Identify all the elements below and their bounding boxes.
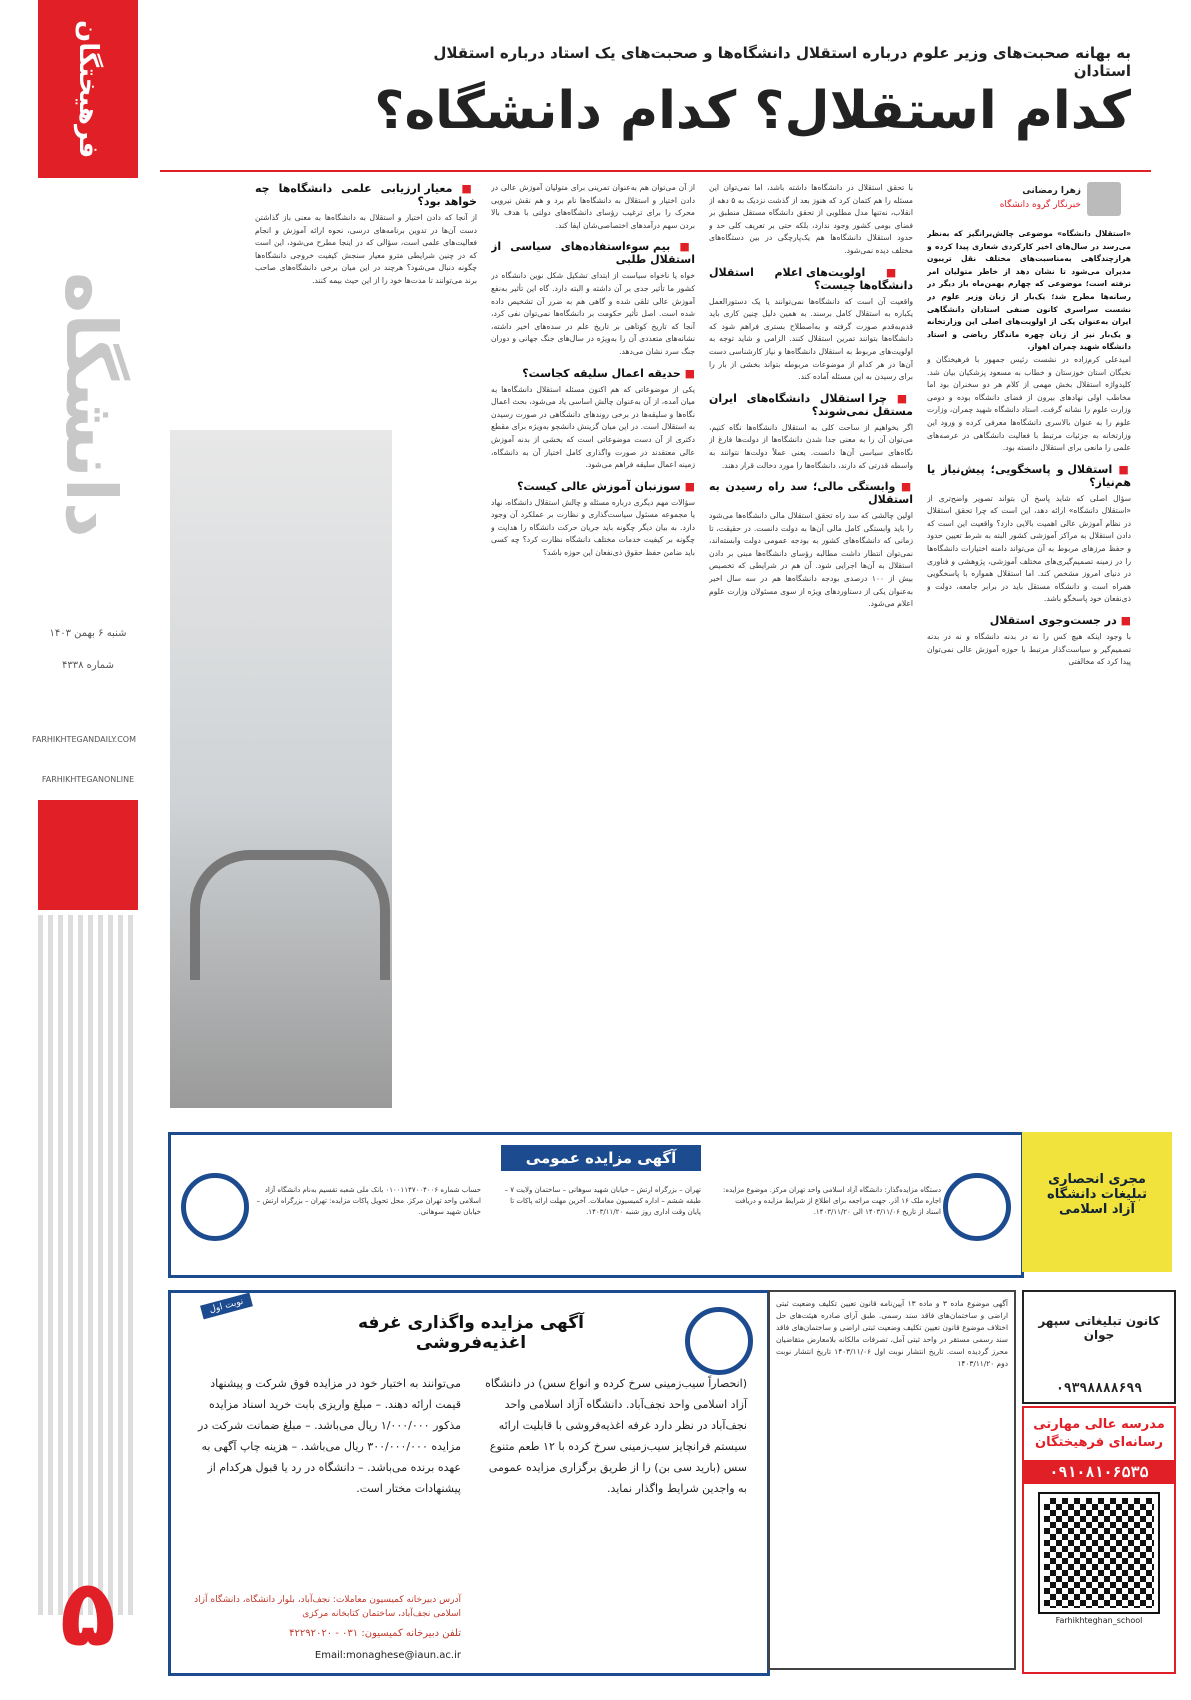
decorative-stripes [38,915,138,1615]
author-role: خبرنگار گروه دانشگاه [999,200,1081,210]
ad-phone: ۰۹۱۰۸۱۰۶۵۳۵ [1024,1460,1174,1484]
subheading: ■ وابستگی مالی؛ سد راه رسیدن به استقلال [709,480,913,506]
ad-text: حساب شماره ۰۱۰۰۱۱۴۷۰۰۴۰۰۶ بانک ملی شعبه تقسیم به‌نام دانشگاه آزاد اسلامی واحد تهران مرکز. محل تحویل پاکات مزایده: تهران – بزرگراه ارتش – خیابان شهید سوهانی. [256,1186,481,1216]
social-handle[interactable]: FARHIKHTEGANONLINE [41,775,135,784]
ad-title: آگهی مزایده عمومی [501,1145,701,1171]
subheading: ■ سوزنبان آموزش عالی کیست؟ [491,480,695,493]
qr-code-icon[interactable] [1040,1494,1158,1612]
ad-text: آگهی موضوع ماده ۳ و ماده ۱۳ آیین‌نامه قانون تعیین تکلیف وضعیت ثبتی اراضی و ساختمان‌های فاقد سند رسمی. طبق آرای صادره هیئت‌های حل اختلاف موضوع قانون تعیین تکلیف وضعیت ثبتی اراضی و ساختمان‌های فاقد سند رسمی مستقر در واحد ثبتی آمل، تصرفات مالکانه بلامعارض متقاضیان محرز گردیده است. تاریخ انتشار نوبت اول ۱۴۰۳/۱۱/۰۶ تاریخ انتشار نوبت دوم ۱۴۰۳/۱۱/۲۰ [776,1299,1008,1368]
ad-contact: آدرس دبیرخانه کمیسیون معاملات: نجف‌آباد، بلوار دانشگاه، دانشگاه آزاد اسلامی نجف‌آباد، ساختمان کتابخانه مرکزی [194,1595,461,1619]
section-title: دانشگاه [50,272,132,538]
university-seal-icon [943,1173,1011,1241]
paragraph: امیدعلی کرم‌زاده در نشست رئیس جمهور با فرهیختگان و نخبگان استان خوزستان و خطاب به مسعود پزشکیان بیان شد. کلیدواژه استقلال بخش مهمی از کلام هر دو سخنران بود اما مخاطب اولی نهادهای بیرون از فضای دانشگاه بوده و دومی وزارت علوم را نشانه گرفت. استاد دانشگاه شهید چمران، وزارت علوم را به عنوان بالاسری دانشگاه‌ها معرفی کرده و ورود این وزارتخانه به جزئیات مرتبط با فعالیت دانشگاهی در عرصه‌های علمی را مانعی برای استقلال دانسته بود. [927,354,1131,453]
subheading: ■ اولویت‌های اعلام استقلال دانشگاه‌ها چیست؟ [709,266,913,292]
paragraph: اولین چالشی که سد راه تحقق استقلال مالی دانشگاه‌ها می‌شود را باید وابستگی کامل مالی آن‌ها به دولت دانست. در حقیقت، تا زمانی که دانشگاه‌های کشور به بودجه عمومی دولت وابسته‌اند، نمی‌توان انتظار داشت مطالبه رؤسای دانشگاه‌ها مبنی بر دادن استقلال به آن‌ها اجرایی شود. آن هم در شرایطی که تخصیص بیش از ۱۰۰ درصدی بودجه دانشگاه‌ها هم در سه سال اخیر به‌عنوان یکی از دستاوردهای ویژه از سوی مسئولان وزارت علوم اعلام می‌شود. [709,511,913,609]
article-column-2 [709,182,913,1108]
university-seal-icon [685,1307,753,1375]
ad-sepehr-javan [1022,1290,1176,1404]
ad-phone: ۰۹۳۹۸۸۸۸۶۹۹ [1055,1381,1143,1396]
article-kicker: به بهانه صحبت‌های وزیر علوم درباره استقلال دانشگاه‌ها و صحبت‌های یک استاد درباره استقلال استادان [433,44,1131,80]
ad-media-school [1022,1406,1176,1674]
page-number: ۵ [59,1560,117,1667]
ad-public-auction [168,1132,1024,1278]
instagram-handle[interactable]: Farhikhteghan_school [1055,1616,1143,1625]
gate-shape [190,850,390,980]
ad-title: آگهی مزایده واگذاری غرفه اغذیه‌فروشی [358,1313,584,1353]
ad-text: کانون تبلیغاتی سپهر جوان [1038,1314,1160,1342]
article-headline: کدام استقلال؟ کدام دانشگاه؟ [374,81,1131,141]
subheading: ■ چرا استقلال دانشگاه‌های ایران مستقل نمی‌شوند؟ [709,392,913,418]
ad-phone: تلفن دبیرخانه کمیسیون: ۰۳۱ - ۴۲۲۹۲۰۲۰ [289,1628,461,1639]
ad-legal-notice [768,1290,1016,1670]
author-name: زهرا رمضانی [1022,186,1081,196]
divider [160,170,1151,172]
paragraph: اگر بخواهیم از ساحت کلی به استقلال دانشگاه‌ها نگاه کنیم، می‌توان آن را به معنی جدا شدن دانشگاه‌ها از دولت‌ها فارغ از نگاه‌های سیاسی آن‌ها دانست. یعنی عملاً دولت‌ها نتوانند به واسطه قدرتی که دارند، دانشگاه‌ها را مورد دخالت قرار دهند. [709,422,913,470]
ad-email[interactable]: Email:monaghese@iaun.ac.ir [314,1650,461,1661]
paragraph: یکی از موضوعاتی که هم اکنون مسئله استقلال دانشگاه‌ها به میان آمده، از آن به‌عنوان چالش اساسی یاد می‌شود، بحث اعمال نگاه‌ها و سلیقه‌ها در برخی روندهای دانشگاهی در صورت رسیدن به استقلال است. در این میان گزینش دانشجو به‌ویژه برای مقطع دکتری از آن دست موضوعاتی است که بخشی از بدنه آموزش عالی معتقدند در صورت واگذاری کامل اختیار آن به دانشگاه، زمینه اعمال سلیقه فراهم می‌شود. [491,384,695,470]
university-seal-icon [181,1173,249,1241]
paragraph: با تحقق استقلال در دانشگاه‌ها داشته باشد، اما نمی‌توان این مسئله را هم کتمان کرد که هنوز بعد از گذشت نزدیک به ۵ دهه از انقلاب، نه‌تنها مدل مطلوبی از تحقق دانشگاه مستقل منطبق بر فضای بومی کشور وجود ندارد، بلکه حتی بر تعریف کلی حد و حدود استقلال دانشگاه‌ها هم یک‌پارچگی در بین دستگاه‌های مختلف دیده نمی‌شود. [709,183,913,255]
paragraph: سؤال اصلی که شاید پاسخ آن بتواند تصویر واضح‌تری از «استقلال دانشگاه» ارائه دهد، این است که چرا تحقق استقلال در نظام آموزش عالی اهمیت بالایی دارد؟ واقعیت این است که دادن استقلال به مراکز آموزشی کشور البته به شرط تعیین حدود و حفظ مرزهای مربوط به آن می‌تواند دامنه اختیارات دانشگاه‌ها را در زمینه تصمیم‌گیری‌های مختلف آموزشی، پژوهشی و فناوری در دنیای امروز مشخص کند. اما استقلال همواره با پاسخگویی همراه است و دانشگاه مستقل باید در برابر جامعه، دولت و ذی‌نفعان خود پاسخگو باشد. [927,493,1131,604]
website-link[interactable]: FARHIKHTEGANDAILY.COM [32,735,136,744]
decorative-bar [38,800,138,910]
subheading: ■ استقلال و پاسخگویی؛ پیش‌نیاز یا هم‌نیاز؟ [927,463,1131,489]
ad-text: (انحصاراً سیب‌زمینی سرخ کرده و انواع سس) در دانشگاه آزاد اسلامی واحد نجف‌آباد. دانشگاه آزاد اسلامی واحد نجف‌آباد در نظر دارد غرفه اغذیه‌فروشی با قابلیت ارائه سیستم فرانچایز سیب‌زمینی سرخ کرده با ۱۲ طعم متنوع سس (بارید سی بن) را از طریق برگزاری مزایده عمومی به واجدین شرایط واگذار نماید. [485,1377,747,1495]
article-column-4 [255,182,477,412]
ad-text: می‌توانند به اختیار خود در مزایده فوق شرکت و پیشنهاد قیمت ارائه دهند. – مبلغ واریزی بابت خرید اسناد مزایده مذکور ۱/۰۰۰/۰۰۰ ریال می‌باشد. – مبلغ ضمانت شرکت در مزایده ۳۰۰/۰۰۰/۰۰۰ ریال می‌باشد. – هزینه چاپ آگهی به عهده برنده می‌باشد. – دانشگاه در رد یا قبول هرکدام از پیشنهادات مختار است. [198,1377,461,1495]
article-column-3 [491,182,695,1108]
ad-text: مجری انحصاری تبلیغات دانشگاه آزاد اسلامی [1047,1172,1147,1217]
ad-text: دستگاه مزایده‌گذار: دانشگاه آزاد اسلامی واحد تهران مرکز. موضوع مزایده: اجاره ملک ۱۶ آذر. جهت مراجعه برای اطلاع از شرایط مزایده و دریافت اسناد از تاریخ ۱۴۰۳/۱۱/۰۶ الی ۱۴۰۳/۱۱/۲۰. [723,1186,941,1216]
author-avatar [1087,182,1121,216]
ad-tag: نوبت اول [200,1293,253,1320]
paragraph: از آنجا که دادن اختیار و استقلال به دانشگاه‌ها به معنی باز گذاشتن دست آن‌ها در تدوین برنامه‌های درسی، نحوه ارائه آموزش و انجام فعالیت‌های علمی است، سؤالی که در اینجا مطرح می‌شود، این است که در چنین شرایطی مترو معیار سنجش کیفیت خروجی دانشگاه‌ها چگونه دنبال می‌شود؟ هرچند در این میان برخی دانشگاه‌های صاحب برند می‌توانند تا مدت‌ها خود را از این حیث بیمه کنند. [255,213,477,285]
university-gate-photo [170,430,392,1108]
paragraph: خواه یا ناخواه سیاست از ابتدای تشکیل شکل نوین دانشگاه در کشور ما تأثیر جدی بر آن داشته و البته دارد. گاه این تأثیر به‌نفع آموزش عالی تلقی شده و گاهی هم به ضرر آن تشخیص داده شده است. اصل تأثیر حکومت بر دانشگاه‌ها نمی‌توان نفی کرد، آنجا که تاریخ کوتاهی بر تاریخ علم در سده‌های اخیر داشته، نشانه‌های متعددی آن را به‌ویژه در سال‌های جنگ جهانی و دوران جنگ سرد نشان می‌دهد. [491,271,695,356]
author-byline [951,182,1121,218]
paragraph: واقعیت آن است که دانشگاه‌ها نمی‌توانند یا یک دستورالعمل یکباره به استقلال کامل برسند. به همین دلیل چنین کاری باید قدم‌به‌قدم صورت گرفته و به‌اصطلاح بستری فراهم شود که دانشگاه‌ها بتوانند تمرین استقلال کنند. الزامی و شاید توجه به اولویت‌های مربوط به استقلال دانشگاه‌ها و نیاز کارشناسی دست آن‌ها در هر کدام از موضوعات مربوطه بتواند بخشی از بار را برای رسیدن به این مسئله آماده کند. [709,296,913,382]
paragraph: سؤالات مهم دیگری درباره مسئله و چالش استقلال دانشگاه، نهاد یا مجموعه مسئول سیاست‌گذاری و نظارت بر عملکرد آن وجود دارد. به بیان دیگر چگونه باید جریان حرکت دانشگاه را هدایت و چگونه بر کیفیت خدمات مختلف دانشگاه نظارت کرد؟ چه کسی باید ضامن حفظ حقوق ذی‌نفعان این حوزه باشد؟ [491,497,695,558]
paragraph: با وجود اینکه هیچ کس را نه در بدنه دانشگاه و نه در بدنه تصمیم‌گیر و سیاست‌گذار مرتبط با حوزه آموزش عالی نمی‌توان پیدا کرد که مخالفتی [927,632,1131,667]
newspaper-logo: فرهیختگان [38,0,138,178]
ad-text: تهران – بزرگراه ارتش – خیابان شهید سوهانی – ساختمان ولایت ۷ – طبقه ششم – اداره کمیسیون معاملات. آخرین مهلت ارائه پاکات تا پایان وقت اداری روز شنبه ۱۴۰۳/۱۱/۲۰. [504,1186,701,1216]
subheading: ■ حدیقه اعمال سلیقه کجاست؟ [491,367,695,380]
subheading: ■ در جست‌وجوی استقلال [927,614,1131,627]
subheading: ■ بیم سوءاستفاده‌های سیاسی از استقلال طلبی [491,240,695,266]
issue-date: شنبه ۶ بهمن ۱۴۰۳ [49,628,127,639]
subheading: ■ معیار ارزیابی علمی دانشگاه‌ها چه خواهد بود؟ [255,182,477,208]
ad-exclusive-agent [1022,1132,1172,1272]
paragraph: از آن می‌توان هم به‌عنوان تمرینی برای متولیان آموزش عالی در دادن اختیار و استقلال به دانشگاه‌ها نام برد و هم نقش نیرویی محرک را برای ترغیب رؤسای دانشگاه‌های دولتی با هدف بالا بردن سهم درآمدهای اختصاصی‌شان ایفا کند. [491,183,695,230]
article-column-1 [927,228,1131,1108]
issue-number: شماره ۴۳۳۸ [62,660,114,671]
ad-title: مدرسه عالی مهارتی رسانه‌ای فرهیختگان [1033,1417,1165,1450]
article-lead: «استقلال دانشگاه» موضوعی چالش‌برانگیز که به‌نظر می‌رسد در سال‌های اخیر کارکردی شعاری پیدا کرده و هرازچندگاهی به‌مناسبت‌های مختلف نقل تریبون مدیران می‌شود تا نشان دهد از خاطر متولیان امر نرفته است؛ موضوعی که چهارم بهمن‌ماه باز دیگر در رسانه‌ها مطرح شد؛ یک‌بار از زبان وزیر علوم در نشست سراسری کانون صنفی استادان دانشگاهی ایران به‌عنوان یکی از اولویت‌های اصلی این وزارتخانه و یک‌بار نیز از زبان چهره ماندگار ریاضی و استاد دانشگاه شهید چمران اهواز. [927,229,1131,352]
ad-food-court-auction [168,1290,770,1676]
